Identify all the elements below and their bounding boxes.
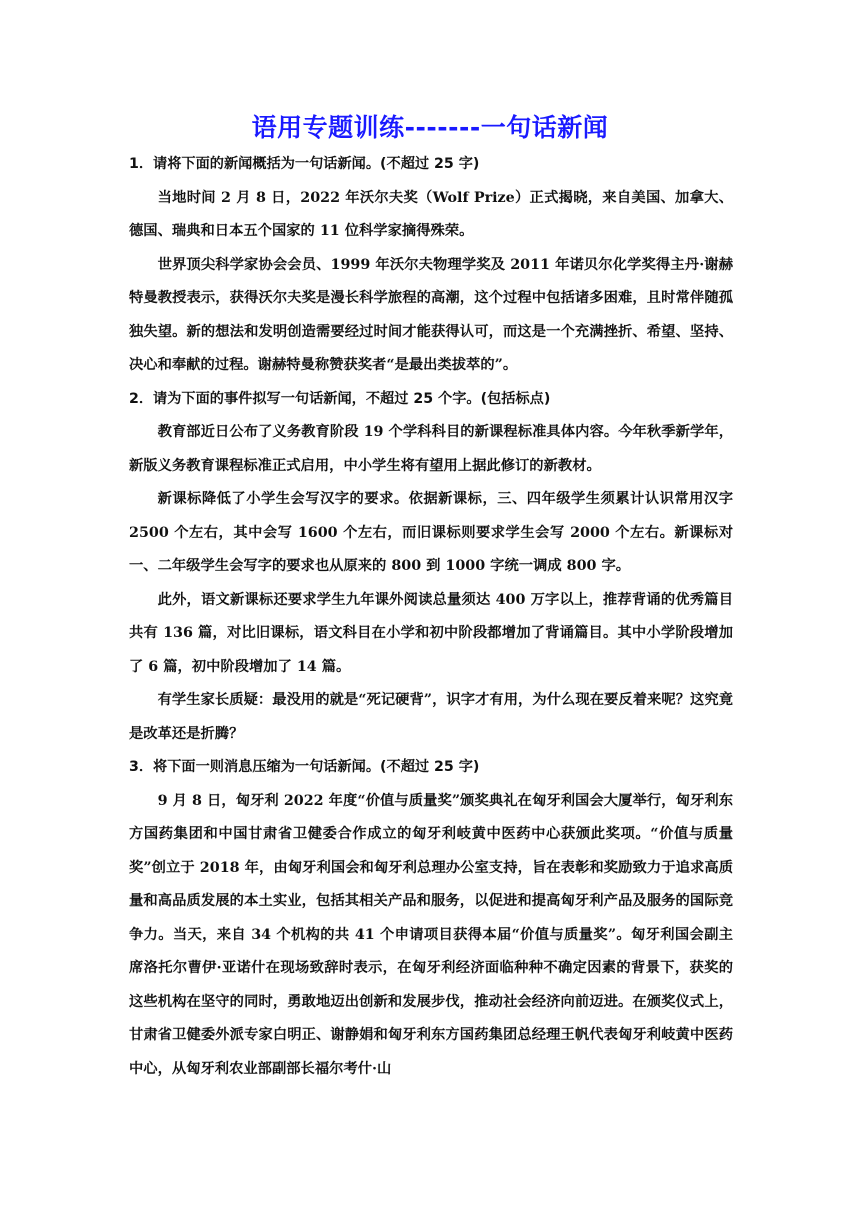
question-1-paragraph: 当地时间 2 月 8 日，2022 年沃尔夫奖（Wolf Prize）正式揭晓，来自美国、加拿大、德国、瑞典和日本五个国家的 11 位科学家摘得殊荣。 [129,189,733,239]
question-2-paragraph: 教育部近日公布了义务教育阶段 19 个学科科目的新课程标准具体内容。今年秋季新学年，新版义务教育课程标准正式启用，中小学生将有望用上据此修订的新教材。 [129,424,733,474]
document-body [129,148,733,1086]
question-2-heading: 2．请为下面的事件拟写一句话新闻，不超过 25 个字。(包括标点) [129,390,551,407]
question-1-heading: 1．请将下面的新闻概括为一句话新闻。(不超过 25 字) [129,156,480,172]
question-1-paragraph: 世界顶尖科学家协会会员、1999 年沃尔夫物理学奖及 2011 年诺贝尔化学奖得主丹·谢赫特曼教授表示，获得沃尔夫奖是漫长科学旅程的高潮，这个过程中包括诸多困难，且时常伴随孤独失望。新的想法和发明创造需要经过时间才能获得认可，而这是一个充满挫折、希望、坚持、决心和奉献的过程。谢赫特曼称赞获奖者“是最出类拔萃的”。 [129,256,733,373]
question-2-paragraph: 此外，语文新课标还要求学生九年课外阅读总量须达 400 万字以上，推荐背诵的优秀篇目共有 136 篇，对比旧课标，语文科目在小学和初中阶段都增加了背诵篇目。其中小学阶段增加了 6 篇，初中阶段增加了 14 篇。 [129,591,733,675]
question-3-paragraph: 9 月 8 日，匈牙利 2022 年度“价值与质量奖”颁奖典礼在匈牙利国会大厦举行，匈牙利东方国药集团和中国甘肃省卫健委合作成立的匈牙利岐黄中医药中心获颁此奖项。“价值与质量奖”创立于 2018 年，由匈牙利国会和匈牙利总理办公室支持，旨在表彰和奖励致力于追求高质量和高品质发展的本土实业，包括其相关产品和服务，以促进和提高匈牙利产品及服务的国际竞争力。当天，来自 34 个机构的共 41 个申请项目获得本届“价值与质量奖”。匈牙利国会副主席洛托尔曹伊·亚诺什在现场致辞时表示，在匈牙利经济面临种种不确定因素的背景下，获奖的这些机构在坚守的同时，勇敢地迈出创新和发展步伐，推动社会经济向前迈进。在颁奖仪式上，甘肃省卫健委外派专家白明正、谢静娟和匈牙利东方国药集团总经理王帆代表匈牙利岐黄中医药中心，从匈牙利农业部副部长福尔考什·山 [129,792,733,1077]
question-3-heading: 3．将下面一则消息压缩为一句话新闻。(不超过 25 字) [129,759,480,775]
document-title: 语用专题训练-------一句话新闻 [251,113,609,142]
question-2-paragraph: 新课标降低了小学生会写汉字的要求。依据新课标，三、四年级学生须累计认识常用汉字 2500 个左右，其中会写 1600 个左右，而旧课标则要求学生会写 2000 个左右。新课标对一、二年级学生会写字的要求也从原来的 800 到 1000 字统一调成 800 字。 [129,491,733,574]
question-2-paragraph: 有学生家长质疑：最没用的就是“死记硬背”，识字才有用，为什么现在要反着来呢？这究竟是改革还是折腾？ [129,692,733,742]
